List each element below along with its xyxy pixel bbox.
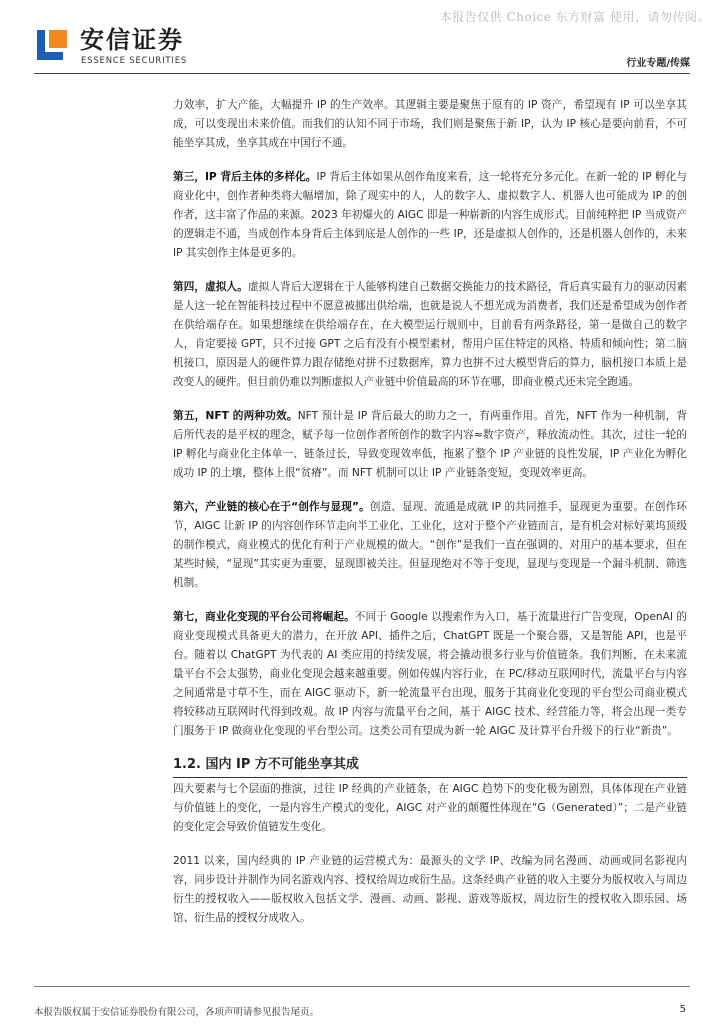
header-divider: [34, 73, 690, 74]
brand-name-en: ESSENCE SECURITIES: [81, 56, 188, 66]
paragraph-point-6: [173, 498, 687, 593]
paragraph-point-3: [173, 168, 687, 263]
paragraph-lead: 第三，IP 背后主体的多样化。: [173, 171, 317, 183]
paragraph-body: 不同于 Google 以搜索作为入口，基于流量进行广告变现，OpenAI 的商业变现模式具备更大的潜力，在开放 API、插件之后，ChatGPT 既是一个聚合器，又是智能 API，也是平台。随着以 ChatGPT 为代表的 AI 类应用的持续发展，将会撬动很多行业与价值链条。我们判断，在未来流量平台不会太强势，商业化变现会越来越重要。例如传媒内容行业，在 PC/移动互联网时代，流量平台与内容之间通常是寸草不生，而在 AIGC 驱动下，新一轮流量平台出现，服务于其商业化变现的平台型公司商业模式将较移动互联网时代得到改观。故 IP 内容与流量平台之间，基于 AIGC 技术、经营能力等，将会出现一类专门服务于 IP 做商业化变现的平台型公司。这类公司有望成为新一轮 AIGC 及计算平台升级下的行业“新贵”。: [173, 611, 688, 737]
paragraph-body: 力效率，扩大产能，大幅提升 IP 的生产效率。其逻辑主要是聚焦于原有的 IP 资产，希望现有 IP 可以坐享其成，可以变现出未来价值。而我们的认知不同于市场，我们则是聚焦于新 IP，认为 IP 核心是要向前看，不可能坐享其成，坐享其成在中国行不通。: [173, 99, 687, 149]
paragraph-body: 创造、显现、流通是成就 IP 的共同推手，显现更为重要。在创作环节，AIGC 让新 IP 的内容创作环节走向半工业化、工业化，这对于整个产业链而言，是有机会对标好莱坞顶级的制作模式，商业模式的优化有利于产业规模的做大。“创作”是我们一直在强调的、对用户的基本要求，但在某些时候，“显现”其实更为重要，显现即被关注。但显现绝对不等于变现，显现与变现是一个漏斗机制、筛选机制。: [173, 501, 687, 589]
paragraph-lead: 第四，虚拟人。: [173, 281, 248, 293]
report-category: 行业专题/传媒: [626, 58, 690, 69]
section-paragraph: 四大要素与七个层面的推演，过往 IP 经典的产业链条，在 AIGC 趋势下的变化极为剧烈，具体体现在产业链与价值链上的变化，一是内容生产模式的变化，AIGC 对产业的颠覆性体现在“G（Generated）”；二是产业链的变化定会导致价值链发生变化。: [173, 783, 687, 833]
footer-divider: [34, 986, 690, 987]
paragraph-point-5: [173, 407, 687, 483]
brand-logo-icon: [34, 26, 72, 64]
paragraph-lead: 第五，NFT 的两种功效。: [173, 410, 298, 422]
paragraph-point-7: [173, 608, 687, 741]
paragraph-lead: 第七，商业化变现的平台公司将崛起。: [173, 611, 355, 623]
section-divider: [173, 777, 687, 778]
paragraph-point-4: [173, 278, 687, 392]
watermark-text: 本报告仅供 Choice 东方财富 使用，请勿传阅。: [439, 10, 710, 24]
paragraph-lead: 第六，产业链的核心在于“创作与显现”。: [173, 501, 370, 513]
paragraph-body: NFT 预计是 IP 背后最大的助力之一，有两重作用。首先，NFT 作为一种机制，背后所代表的是平权的理念，赋予每一位创作者所创作的数字内容≈数字资产，释放流动性。其次，过往一轮的 IP 孵化与商业化主体单一、链条过长，导致变现效率低，拖累了整个 IP 产业链的良性发展，IP 产业化为孵化成功 IP 的土壤，整体上很“贫瘠”。而 NFT 机制可以让 IP 产业链条变短，变现效率更高。: [173, 410, 687, 479]
brand-name-cn: 安信证券: [80, 26, 184, 54]
footer-disclaimer: 本报告版权属于安信证券股份有限公司，各项声明请参见报告尾页。: [34, 1007, 320, 1018]
section-heading: 1.2. 国内 IP 方不可能坐享其成: [173, 757, 359, 772]
section-paragraph: 2011 以来，国内经典的 IP 产业链的运营模式为：最源头的文学 IP、改编为同名漫画、动画或同名影视内容，同步设计并制作为同名游戏内容、授权给周边或衍生品。这条经典产业链的收入主要分为版权收入与周边衍生的授权收入——版权收入包括文学、漫画、动画、影视、游戏等版权，周边衍生的授权收入即乐园、场馆、衍生品的授权分成收入。: [173, 855, 687, 924]
paragraph-body: 虚拟人背后大逻辑在于人能够构建自己数据交换能力的技术路径，背后真实最有力的驱动因素是人这一轮在智能科技过程中不愿意被挪出供给端，也就是说人不想光成为消费者，我们还是希望成为创作者在供给端存在。如果想继续在供给端存在，在大模型运行规则中，目前看有两条路径，第一是做自己的数字人，肯定要接 GPT，只不过接 GPT 之后有没有小模型素材，帮用户匡住特定的风格、特质和倾向性；第二脑机接口，原因是人的硬件算力跟存储绝对拼不过数据库，算力也拼不过大模型背后的算力，脑机接口本质上是改变人的硬件。但目前仍难以判断虚拟人产业链中价值最高的环节在哪，即商业模式还未完全跑通。: [173, 281, 688, 388]
paragraph-body: IP 背后主体如果从创作角度来看，这一轮将充分多元化。在新一轮的 IP 孵化与商业化中，创作者种类将大幅增加，除了现实中的人，人的数字人、虚拟数字人、机器人也可能成为 IP 的创作者，这丰富了作品的来源。2023 年初爆火的 AIGC 即是一种崭新的内容生成形式。目前纯粹把 IP 当成资产的逻辑走不通，当成创作本身背后主体到底是人创作的一些 IP，还是虚拟人创作的，还是机器人创作的，未来 IP 其实创作主体是更多的。: [173, 171, 687, 259]
main-content: [173, 96, 687, 943]
page-number: 5: [679, 1004, 686, 1015]
brand-logo: [34, 26, 234, 68]
paragraph-continued: [173, 96, 687, 153]
